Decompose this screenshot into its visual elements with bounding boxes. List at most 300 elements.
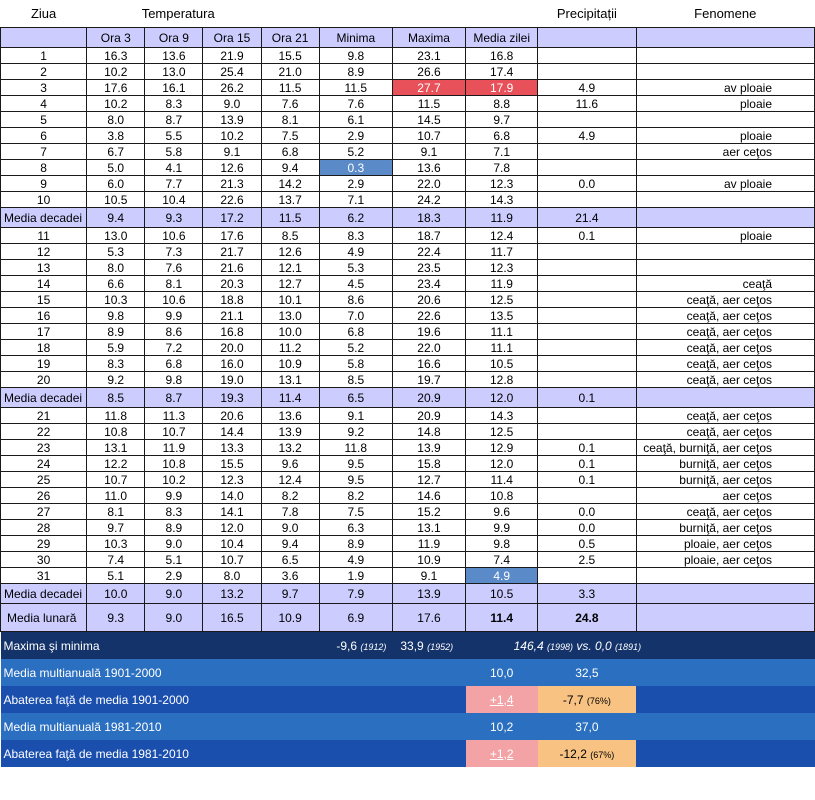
- cell-day-number: 28: [1, 520, 87, 536]
- cell-maxima: 13.6: [392, 160, 465, 176]
- cell-maxima: 14.5: [392, 112, 465, 128]
- extreme-min: [261, 632, 392, 660]
- cell-ora3: 13.1: [87, 440, 145, 456]
- cell-minima: 4.9: [319, 244, 392, 260]
- decade-mean-ora21: 9.7: [261, 584, 319, 604]
- table-row: [1, 552, 815, 568]
- deviation-1981-precip-value: -12,2: [559, 746, 587, 761]
- cell-ora21: 9.4: [261, 160, 319, 176]
- cell-ora15: 14.1: [203, 504, 261, 520]
- cell-media-zilei: 4.9: [466, 568, 538, 584]
- cell-minima: 4.5: [319, 276, 392, 292]
- cell-precipitatii: 0.1: [538, 228, 636, 244]
- cell-fenomene: aer ceţos: [636, 144, 815, 160]
- multiannual-1981-label: Media multianuală 1981-2010: [1, 713, 466, 740]
- cell-ora21: 12.6: [261, 244, 319, 260]
- cell-day-number: 8: [1, 160, 87, 176]
- cell-ora15: 21.7: [203, 244, 261, 260]
- extreme-max: [392, 632, 465, 660]
- cell-ora15: 12.3: [203, 472, 261, 488]
- cell-ora3: 12.2: [87, 456, 145, 472]
- cell-ora3: 11.0: [87, 488, 145, 504]
- cell-minima: 8.6: [319, 292, 392, 308]
- cell-ora21: 9.0: [261, 520, 319, 536]
- deviation-1901-precip-value: -7,7: [562, 692, 584, 707]
- decade-mean-maxima: 18.3: [392, 208, 465, 228]
- deviation-1901-precip-pct: (76%): [586, 695, 611, 706]
- cell-media-zilei: 16.8: [466, 48, 538, 64]
- cell-day-number: 21: [1, 408, 87, 424]
- cell-ora3: 10.2: [87, 96, 145, 112]
- cell-fenomene: burniţă, aer ceţos: [636, 520, 815, 536]
- cell-ora9: 8.3: [145, 504, 203, 520]
- col-maxima: Maxima: [392, 28, 465, 48]
- cell-media-zilei: 6.8: [466, 128, 538, 144]
- cell-ora15: 17.6: [203, 228, 261, 244]
- cell-precipitatii: 2.5: [538, 552, 636, 568]
- col-minima: Minima: [319, 28, 392, 48]
- header-precipitatii: Precipitații: [538, 0, 636, 28]
- cell-fenomene: ceaţă, aer ceţos: [636, 504, 815, 520]
- cell-ora9: 6.8: [145, 356, 203, 372]
- cell-ora9: 8.6: [145, 324, 203, 340]
- cell-ora15: 9.1: [203, 144, 261, 160]
- cell-ora3: 11.8: [87, 408, 145, 424]
- cell-ora3: 13.0: [87, 228, 145, 244]
- cell-precipitatii: [538, 48, 636, 64]
- cell-ora21: 6.5: [261, 552, 319, 568]
- cell-maxima: 13.9: [392, 440, 465, 456]
- cell-fenomene: ceaţă, aer ceţos: [636, 324, 815, 340]
- monthly-mean-minima: 6.9: [319, 604, 392, 632]
- decade-mean-empty: [636, 584, 815, 604]
- cell-maxima: 13.1: [392, 520, 465, 536]
- cell-day-number: 18: [1, 340, 87, 356]
- cell-ora3: 17.6: [87, 80, 145, 96]
- cell-day-number: 15: [1, 292, 87, 308]
- table-row: [1, 372, 815, 388]
- cell-ora21: 11.2: [261, 340, 319, 356]
- cell-precipitatii: [538, 356, 636, 372]
- cell-ora15: 21.6: [203, 260, 261, 276]
- table-row: [1, 276, 815, 292]
- cell-maxima: 11.5: [392, 96, 465, 112]
- extreme-precip-min-year: (1891): [615, 641, 642, 652]
- cell-media-zilei: 11.4: [466, 472, 538, 488]
- cell-ora21: 7.5: [261, 128, 319, 144]
- cell-fenomene: ceaţă, aer ceţos: [636, 308, 815, 324]
- cell-precipitatii: [538, 308, 636, 324]
- decade-mean-ora9: 8.7: [145, 388, 203, 408]
- cell-ora9: 9.8: [145, 372, 203, 388]
- cell-ora3: 5.0: [87, 160, 145, 176]
- cell-maxima: 15.8: [392, 456, 465, 472]
- cell-minima: 11.5: [319, 80, 392, 96]
- cell-fenomene: ploaie: [636, 228, 815, 244]
- cell-ora21: 7.8: [261, 504, 319, 520]
- decade-mean-precipitatii: 3.3: [538, 584, 636, 604]
- cell-day-number: 5: [1, 112, 87, 128]
- cell-day-number: 11: [1, 228, 87, 244]
- cell-ora9: 7.3: [145, 244, 203, 260]
- cell-minima: 7.5: [319, 504, 392, 520]
- cell-media-zilei: 12.3: [466, 260, 538, 276]
- cell-maxima: 14.6: [392, 488, 465, 504]
- cell-minima: 7.6: [319, 96, 392, 112]
- table-row: [1, 112, 815, 128]
- decade-mean-ora3: 9.4: [87, 208, 145, 228]
- cell-minima: 1.9: [319, 568, 392, 584]
- decade-mean-row: [1, 208, 815, 228]
- table-row: [1, 356, 815, 372]
- cell-ora15: 18.8: [203, 292, 261, 308]
- multiannual-1981-temp: 10,2: [466, 713, 538, 740]
- decade-mean-minima: 6.5: [319, 388, 392, 408]
- cell-ora21: 7.6: [261, 96, 319, 112]
- decade-mean-label: Media decadei: [1, 388, 87, 408]
- cell-ora21: 3.6: [261, 568, 319, 584]
- cell-precipitatii: 4.9: [538, 128, 636, 144]
- cell-media-zilei: 11.1: [466, 324, 538, 340]
- extreme-precip-year: (1998): [546, 641, 573, 652]
- cell-media-zilei: 11.1: [466, 340, 538, 356]
- deviation-1981-temp: +1,2: [466, 740, 538, 767]
- cell-ora15: 10.4: [203, 536, 261, 552]
- cell-ora3: 6.6: [87, 276, 145, 292]
- cell-precipitatii: [538, 260, 636, 276]
- cell-fenomene: ceaţă, burniţă, aer ceţos: [636, 440, 815, 456]
- cell-media-zilei: 12.5: [466, 424, 538, 440]
- cell-ora3: 8.1: [87, 504, 145, 520]
- cell-fenomene: ceaţă, aer ceţos: [636, 356, 815, 372]
- cell-fenomene: ploaie, aer ceţos: [636, 552, 815, 568]
- cell-ora9: 10.6: [145, 292, 203, 308]
- cell-maxima: 23.5: [392, 260, 465, 276]
- table-row: [1, 456, 815, 472]
- cell-day-number: 2: [1, 64, 87, 80]
- extreme-precip-vs: vs.: [576, 638, 592, 653]
- cell-ora9: 9.9: [145, 308, 203, 324]
- cell-precipitatii: 0.0: [538, 504, 636, 520]
- cell-ora21: 6.8: [261, 144, 319, 160]
- cell-maxima: 20.6: [392, 292, 465, 308]
- decade-mean-ora21: 11.5: [261, 208, 319, 228]
- cell-day-number: 14: [1, 276, 87, 292]
- cell-ora3: 9.2: [87, 372, 145, 388]
- cell-ora15: 10.2: [203, 128, 261, 144]
- cell-media-zilei: 14.3: [466, 192, 538, 208]
- table-row: [1, 160, 815, 176]
- deviation-1981-label: Abaterea faţă de media 1981-2010: [1, 740, 466, 767]
- cell-precipitatii: [538, 160, 636, 176]
- cell-ora21: 21.0: [261, 64, 319, 80]
- cell-maxima: 27.7: [392, 80, 465, 96]
- cell-precipitatii: 0.1: [538, 472, 636, 488]
- cell-minima: 8.2: [319, 488, 392, 504]
- cell-ora9: 8.3: [145, 96, 203, 112]
- cell-maxima: 22.6: [392, 308, 465, 324]
- extreme-precip: [466, 632, 815, 660]
- monthly-mean-precipitatii: 24.8: [538, 604, 636, 632]
- cell-day-number: 10: [1, 192, 87, 208]
- cell-media-zilei: 9.7: [466, 112, 538, 128]
- cell-ora3: 5.9: [87, 340, 145, 356]
- decade-mean-ora15: 13.2: [203, 584, 261, 604]
- cell-ora9: 13.6: [145, 48, 203, 64]
- cell-minima: 6.1: [319, 112, 392, 128]
- cell-ora21: 15.5: [261, 48, 319, 64]
- cell-fenomene: av ploaie: [636, 80, 815, 96]
- cell-ora9: 5.5: [145, 128, 203, 144]
- cell-fenomene: [636, 160, 815, 176]
- cell-day-number: 30: [1, 552, 87, 568]
- cell-ora3: 10.3: [87, 536, 145, 552]
- cell-maxima: 15.2: [392, 504, 465, 520]
- table-row: [1, 260, 815, 276]
- cell-ora21: 13.1: [261, 372, 319, 388]
- cell-ora3: 6.0: [87, 176, 145, 192]
- cell-ora9: 7.2: [145, 340, 203, 356]
- cell-minima: 5.2: [319, 144, 392, 160]
- cell-media-zilei: 7.8: [466, 160, 538, 176]
- deviation-1981-precip: [538, 740, 636, 767]
- cell-ora15: 14.4: [203, 424, 261, 440]
- decade-mean-row: [1, 584, 815, 604]
- decade-mean-label: Media decadei: [1, 584, 87, 604]
- cell-precipitatii: 0.0: [538, 520, 636, 536]
- decade-mean-minima: 7.9: [319, 584, 392, 604]
- table-row: [1, 64, 815, 80]
- cell-ora3: 9.8: [87, 308, 145, 324]
- cell-ora21: 12.1: [261, 260, 319, 276]
- table-row: [1, 408, 815, 424]
- cell-day-number: 12: [1, 244, 87, 260]
- cell-maxima: 9.1: [392, 144, 465, 160]
- cell-ora9: 10.6: [145, 228, 203, 244]
- extreme-precip-min: 0,0: [595, 638, 612, 653]
- cell-ora9: 9.9: [145, 488, 203, 504]
- extremes-label: Maxima şi minima: [1, 632, 262, 660]
- cell-fenomene: burniţă, aer ceţos: [636, 472, 815, 488]
- decade-mean-media-zilei: 12.0: [466, 388, 538, 408]
- cell-ora15: 9.0: [203, 96, 261, 112]
- cell-ora21: 12.7: [261, 276, 319, 292]
- cell-media-zilei: 11.7: [466, 244, 538, 260]
- cell-ora9: 11.9: [145, 440, 203, 456]
- cell-day-number: 23: [1, 440, 87, 456]
- cell-ora21: 8.5: [261, 228, 319, 244]
- cell-ora3: 5.3: [87, 244, 145, 260]
- cell-ora9: 16.1: [145, 80, 203, 96]
- cell-media-zilei: 12.3: [466, 176, 538, 192]
- cell-ora3: 7.4: [87, 552, 145, 568]
- cell-ora3: 16.3: [87, 48, 145, 64]
- cell-media-zilei: 12.9: [466, 440, 538, 456]
- cell-fenomene: ceaţă: [636, 276, 815, 292]
- cell-day-number: 31: [1, 568, 87, 584]
- table-row: [1, 472, 815, 488]
- cell-minima: 0.3: [319, 160, 392, 176]
- cell-maxima: 16.6: [392, 356, 465, 372]
- cell-day-number: 17: [1, 324, 87, 340]
- cell-media-zilei: 10.8: [466, 488, 538, 504]
- cell-ora9: 13.0: [145, 64, 203, 80]
- header-ziua: Ziua: [1, 0, 87, 28]
- cell-fenomene: aer ceţos: [636, 488, 815, 504]
- decade-mean-ora15: 19.3: [203, 388, 261, 408]
- cell-fenomene: ceaţă, aer ceţos: [636, 408, 815, 424]
- cell-precipitatii: [538, 112, 636, 128]
- cell-fenomene: [636, 568, 815, 584]
- cell-maxima: 26.6: [392, 64, 465, 80]
- table-row: [1, 48, 815, 64]
- deviation-1901-row: [1, 686, 815, 713]
- cell-ora21: 10.1: [261, 292, 319, 308]
- cell-ora15: 22.6: [203, 192, 261, 208]
- cell-ora15: 26.2: [203, 80, 261, 96]
- cell-maxima: 22.0: [392, 340, 465, 356]
- cell-media-zilei: 10.5: [466, 356, 538, 372]
- multiannual-1981-row: [1, 713, 815, 740]
- cell-precipitatii: [538, 568, 636, 584]
- cell-fenomene: [636, 260, 815, 276]
- cell-precipitatii: 11.6: [538, 96, 636, 112]
- cell-maxima: 24.2: [392, 192, 465, 208]
- cell-day-number: 7: [1, 144, 87, 160]
- multiannual-1981-precip: 37,0: [538, 713, 636, 740]
- cell-day-number: 20: [1, 372, 87, 388]
- cell-ora9: 4.1: [145, 160, 203, 176]
- cell-ora15: 8.0: [203, 568, 261, 584]
- decade-mean-media-zilei: 11.9: [466, 208, 538, 228]
- cell-minima: 5.8: [319, 356, 392, 372]
- cell-maxima: 10.9: [392, 552, 465, 568]
- cell-day-number: 9: [1, 176, 87, 192]
- table-row: [1, 488, 815, 504]
- cell-minima: 9.5: [319, 456, 392, 472]
- table-row: [1, 244, 815, 260]
- decade-mean-maxima: 13.9: [392, 584, 465, 604]
- cell-maxima: 10.7: [392, 128, 465, 144]
- multiannual-1901-temp: 10,0: [466, 659, 538, 686]
- cell-day-number: 19: [1, 356, 87, 372]
- decade-mean-precipitatii: 21.4: [538, 208, 636, 228]
- cell-ora3: 8.0: [87, 112, 145, 128]
- cell-ora21: 8.1: [261, 112, 319, 128]
- col-media-zilei: Media zilei: [466, 28, 538, 48]
- table-body: [1, 48, 815, 632]
- cell-fenomene: ploaie: [636, 128, 815, 144]
- cell-minima: 9.5: [319, 472, 392, 488]
- footer-section: [1, 632, 815, 768]
- deviation-1901-label: Abaterea faţă de media 1901-2000: [1, 686, 466, 713]
- cell-maxima: 23.1: [392, 48, 465, 64]
- cell-ora9: 7.7: [145, 176, 203, 192]
- cell-ora21: 8.2: [261, 488, 319, 504]
- extremes-row: [1, 632, 815, 660]
- decade-mean-precipitatii: 0.1: [538, 388, 636, 408]
- col-ora3: Ora 3: [87, 28, 145, 48]
- cell-day-number: 16: [1, 308, 87, 324]
- cell-precipitatii: [538, 244, 636, 260]
- cell-precipitatii: 4.9: [538, 80, 636, 96]
- cell-minima: 9.2: [319, 424, 392, 440]
- decade-mean-minima: 6.2: [319, 208, 392, 228]
- cell-day-number: 13: [1, 260, 87, 276]
- cell-maxima: 11.9: [392, 536, 465, 552]
- cell-media-zilei: 13.5: [466, 308, 538, 324]
- cell-precipitatii: [538, 408, 636, 424]
- cell-fenomene: ploaie: [636, 96, 815, 112]
- cell-minima: 8.9: [319, 64, 392, 80]
- cell-maxima: 18.7: [392, 228, 465, 244]
- cell-day-number: 4: [1, 96, 87, 112]
- cell-ora9: 8.9: [145, 520, 203, 536]
- cell-media-zilei: 14.3: [466, 408, 538, 424]
- header-row-top: [1, 0, 815, 28]
- cell-media-zilei: 12.0: [466, 456, 538, 472]
- table-row: [1, 192, 815, 208]
- decade-mean-row: [1, 388, 815, 408]
- cell-media-zilei: 17.4: [466, 64, 538, 80]
- cell-fenomene: [636, 64, 815, 80]
- cell-day-number: 3: [1, 80, 87, 96]
- decade-mean-ora15: 17.2: [203, 208, 261, 228]
- table-row: [1, 424, 815, 440]
- table-row: [1, 308, 815, 324]
- cell-media-zilei: 9.6: [466, 504, 538, 520]
- table-row: [1, 520, 815, 536]
- cell-ora21: 13.0: [261, 308, 319, 324]
- cell-maxima: 22.4: [392, 244, 465, 260]
- cell-ora21: 10.0: [261, 324, 319, 340]
- table-row: [1, 292, 815, 308]
- cell-precipitatii: [538, 488, 636, 504]
- table-row: [1, 80, 815, 96]
- cell-fenomene: ploaie, aer ceţos: [636, 536, 815, 552]
- cell-precipitatii: [538, 292, 636, 308]
- table-row: [1, 340, 815, 356]
- cell-ora21: 13.9: [261, 424, 319, 440]
- monthly-mean-ora21: 10.9: [261, 604, 319, 632]
- cell-minima: 5.3: [319, 260, 392, 276]
- cell-ora9: 7.6: [145, 260, 203, 276]
- table-row: [1, 536, 815, 552]
- cell-ora15: 13.3: [203, 440, 261, 456]
- extreme-min-year: (1912): [360, 641, 387, 652]
- decade-mean-ora21: 11.4: [261, 388, 319, 408]
- cell-day-number: 24: [1, 456, 87, 472]
- multiannual-1901-row: [1, 659, 815, 686]
- cell-minima: 8.9: [319, 536, 392, 552]
- cell-minima: 9.1: [319, 408, 392, 424]
- cell-ora3: 8.9: [87, 324, 145, 340]
- cell-minima: 6.8: [319, 324, 392, 340]
- cell-ora15: 15.5: [203, 456, 261, 472]
- col-ora9: Ora 9: [145, 28, 203, 48]
- cell-fenomene: ceaţă, aer ceţos: [636, 340, 815, 356]
- cell-precipitatii: [538, 276, 636, 292]
- decade-mean-ora9: 9.3: [145, 208, 203, 228]
- cell-ora15: 25.4: [203, 64, 261, 80]
- header-temperatura: Temperatura: [87, 0, 466, 28]
- cell-maxima: 19.6: [392, 324, 465, 340]
- cell-media-zilei: 12.4: [466, 228, 538, 244]
- cell-fenomene: [636, 48, 815, 64]
- cell-ora15: 21.3: [203, 176, 261, 192]
- deviation-1981-row: [1, 740, 815, 767]
- cell-media-zilei: 9.8: [466, 536, 538, 552]
